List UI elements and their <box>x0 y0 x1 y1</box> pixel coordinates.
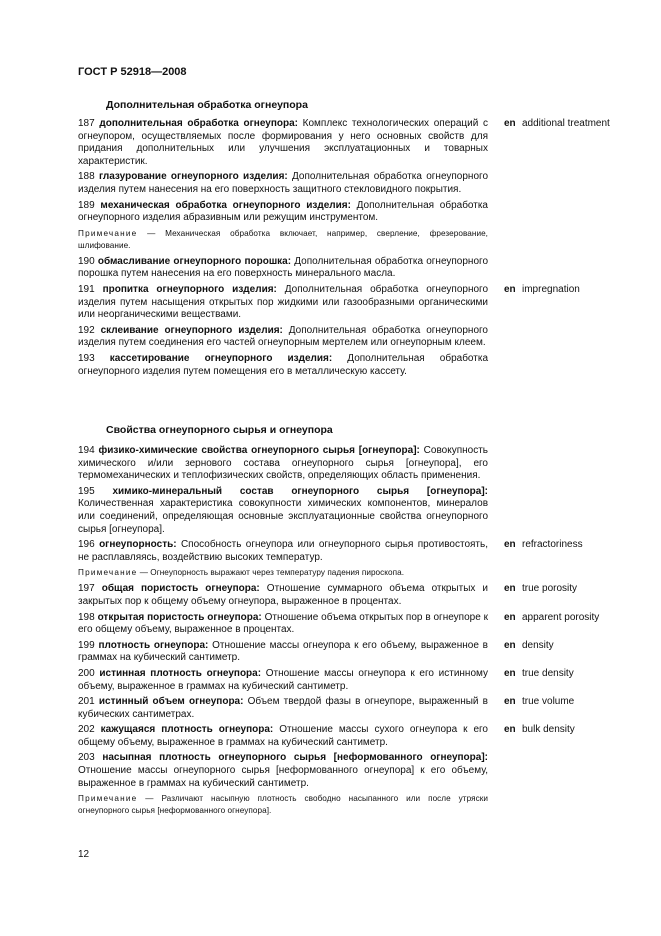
term-number: 200 <box>78 667 95 679</box>
term-name: кажущаяся плотность огнеупора: <box>100 724 274 736</box>
term-definition: Отношение массы огнеупора к его истинному объему, выраженное в граммах на кубический сантиметр. <box>78 667 489 692</box>
term-definition: Комплекс технологических операций с огнеупором, осуществляемых после формирования у него основных свойств для придания дополнительных или улучшения эксплуатационных и товарных характеристик. <box>78 118 488 167</box>
term-entry-200 <box>78 667 574 693</box>
term-number: 199 <box>78 639 95 651</box>
term-entry-202 <box>78 724 575 749</box>
term-entry-192 <box>78 325 488 350</box>
term-entry-198 <box>78 611 600 637</box>
english-term: refractoriness <box>522 539 583 551</box>
term-number: 196 <box>78 539 95 551</box>
note-label: Примечание <box>78 228 138 238</box>
term-name: кассетирование огнеупорного изделия: <box>109 352 333 364</box>
term-number: 189 <box>78 199 95 211</box>
language-tag: en <box>504 724 516 736</box>
english-term: true porosity <box>522 583 578 595</box>
english-term: true volume <box>522 696 575 708</box>
term-definition: Отношение объема открытых пор в огнеупоре к его общему объему, выраженное в процентах. <box>78 611 489 636</box>
term-number: 190 <box>78 255 95 267</box>
term-name: истинная плотность огнеупора: <box>99 667 262 679</box>
english-equivalent <box>504 539 614 552</box>
term-entry-191 <box>78 283 580 322</box>
term-definition: Совокупность химического и/или зернового состава огнеупорного сырья [огнеупора], его термомеханических и теплофизических свойств, определяющих область применения. <box>78 445 488 482</box>
term-entry-197 <box>78 583 578 608</box>
document-header: ГОСТ Р 52918—2008 <box>78 66 187 78</box>
term-name: глазурование огнеупорного изделия: <box>98 171 288 183</box>
page-number: 12 <box>78 849 90 860</box>
english-equivalent <box>504 696 614 709</box>
term-name: дополнительная обработка огнеупора: <box>99 118 298 129</box>
term-name: механическая обработка огнеупорного изделия: <box>100 199 351 211</box>
language-tag: en <box>504 639 516 651</box>
term-entry-187 <box>78 118 610 168</box>
term-number: 203 <box>78 752 95 764</box>
section-entries-properties <box>78 445 600 821</box>
note-label: Примечание <box>78 568 138 578</box>
section-title-properties: Свойства огнеупорного сырья и огнеупора <box>106 424 333 436</box>
term-entry-190 <box>78 256 488 281</box>
english-equivalent <box>504 668 614 681</box>
note <box>78 793 488 817</box>
note <box>78 567 488 579</box>
english-term: true density <box>522 667 574 679</box>
note-text: — Различают насыпную плотность свободно насыпанного или после утряски огнеупорного сырья [неформованного огнеупора]. <box>78 794 488 816</box>
term-name: истинный объем огнеупора: <box>98 696 244 708</box>
language-tag: en <box>504 118 516 129</box>
term-definition: Дополнительная обработка огнеупорного изделия путем соединения его частей огнеупорным мертелем или огнеупорным клеем. <box>78 324 488 349</box>
section-title-additional-treatment: Дополнительная обработка огнеупора <box>106 99 308 111</box>
term-definition: Дополнительная обработка огнеупорного порошка путем нанесения на его поверхность минерального масла. <box>78 255 489 280</box>
term-entry-196 <box>78 539 583 564</box>
term-name: огнеупорность: <box>99 539 177 551</box>
term-number: 193 <box>78 352 95 364</box>
term-number: 201 <box>78 696 95 708</box>
term-definition: Отношение суммарного объема открытых и закрытых пор к общему объему огнеупора, выраженное в процентах. <box>78 583 488 607</box>
term-name: открытая пористость огнеупора: <box>97 611 262 623</box>
term-name: физико-химические свойства огнеупорного сырья [огнеупора]: <box>98 445 420 456</box>
term-entry-199 <box>78 639 554 665</box>
term-definition: Отношение массы сухого огнеупора к его общему объему, выраженное в граммах на кубический сантиметр. <box>78 724 488 748</box>
english-equivalent <box>504 640 614 653</box>
term-name: химико-минеральный состав огнеупорного сырья [огнеупора]: <box>112 485 489 497</box>
term-entry-201 <box>78 696 575 721</box>
term-entry-189 <box>78 200 488 225</box>
language-tag: en <box>504 283 516 295</box>
term-definition: Дополнительная обработка огнеупорного изделия путем помещения его в металлическую кассету. <box>78 352 488 377</box>
term-number: 202 <box>78 724 95 736</box>
english-equivalent <box>504 724 614 737</box>
term-entry-194 <box>78 445 488 483</box>
english-term: impregnation <box>522 283 580 295</box>
english-equivalent <box>504 118 614 131</box>
language-tag: en <box>504 539 516 551</box>
language-tag: en <box>504 583 516 595</box>
section-entries-additional-treatment <box>78 118 610 381</box>
note-label: Примечание <box>78 794 138 804</box>
english-term: density <box>522 639 554 651</box>
english-term: bulk density <box>522 724 575 736</box>
term-definition: Объем твердой фазы в огнеупоре, выраженный в кубических сантиметрах. <box>78 696 488 720</box>
term-definition: Отношение массы огнеупорного сырья [неформованного огнеупора] к его объему, выраженное в граммах на кубический сантиметр. <box>78 765 488 789</box>
term-entry-188 <box>78 171 488 196</box>
english-equivalent <box>504 284 614 297</box>
term-number: 191 <box>78 283 95 295</box>
note <box>78 228 488 252</box>
term-number: 195 <box>78 485 95 497</box>
term-number: 198 <box>78 611 95 623</box>
english-term: apparent porosity <box>522 611 600 623</box>
english-equivalent <box>504 583 614 596</box>
note-text: — Огнеупорность выражают через температуру падения пироскопа. <box>137 568 405 578</box>
term-number: 194 <box>78 445 95 456</box>
term-definition: Дополнительная обработка огнеупорного изделия путем насыщения открытых пор жидкими или газообразными органическими или неорганическими веществами. <box>78 283 489 321</box>
term-definition: Количественная характеристика совокупности химических компонентов, минералов или соединений, определяющая основные эксплуатационные свойства огнеупорного сырья [огнеупора]. <box>78 498 488 535</box>
term-definition: Способность огнеупора или огнеупорного сырья противостоять, не расплавляясь, воздействию высоких температур. <box>78 539 488 563</box>
term-name: плотность огнеупора: <box>98 639 209 651</box>
note-text: — Механическая обработка включает, например, сверление, фрезерование, шлифование. <box>78 228 488 250</box>
term-definition: Дополнительная обработка огнеупорного изделия путем нанесения на его поверхность защитного стекловидного покрытия. <box>78 171 489 195</box>
language-tag: en <box>504 696 516 708</box>
term-number: 187 <box>78 118 95 129</box>
english-equivalent <box>504 612 614 625</box>
term-number: 197 <box>78 583 95 595</box>
term-name: пропитка огнеупорного изделия: <box>102 283 277 295</box>
english-term: additional treatment <box>522 118 610 129</box>
language-tag: en <box>504 611 516 623</box>
term-name: обмасливание огнеупорного порошка: <box>97 255 292 267</box>
term-name: общая пористость огнеупора: <box>101 583 260 595</box>
language-tag: en <box>504 667 516 679</box>
term-definition: Дополнительная обработка огнеупорного изделия абразивным или режущим инструментом. <box>78 199 488 224</box>
term-entry-203 <box>78 752 488 790</box>
term-number: 188 <box>78 171 95 183</box>
term-entry-195 <box>78 486 488 536</box>
term-entry-193 <box>78 353 488 378</box>
term-number: 192 <box>78 324 95 336</box>
term-name: склеивание огнеупорного изделия: <box>100 324 283 336</box>
term-name: насыпная плотность огнеупорного сырья [неформованного огнеупора]: <box>102 752 488 764</box>
term-definition: Отношение массы огнеупора к его объему, выраженное в граммах на кубический сантиметр. <box>78 639 488 664</box>
